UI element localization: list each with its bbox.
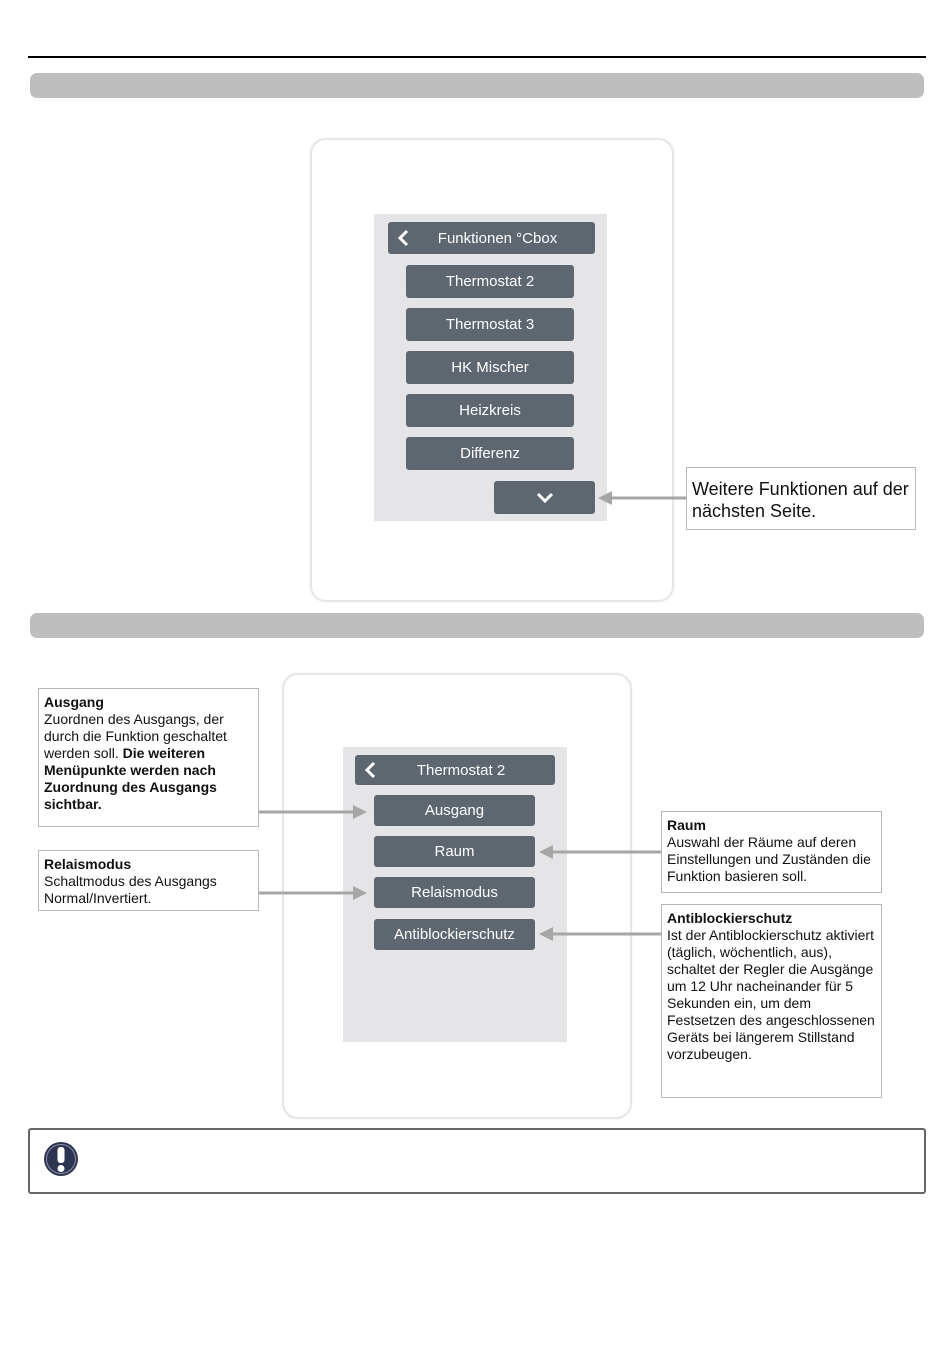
callout-ausgang-text: Zuordnen des Ausgangs, der durch die Funktion geschaltet werden soll. bbox=[44, 711, 227, 761]
menu-button-hk-mischer[interactable]: HK Mischer bbox=[406, 351, 574, 384]
callout-antiblockierschutz bbox=[661, 904, 882, 1098]
exclamation-icon bbox=[42, 1140, 80, 1183]
callout-raum-text: Auswahl der Räume auf deren Einstellungen und Zuständen die Funktion basieren soll. bbox=[667, 834, 871, 884]
menu-button-thermostat-2[interactable]: Thermostat 2 bbox=[406, 265, 574, 298]
menu-button-thermostat-3[interactable]: Thermostat 3 bbox=[406, 308, 574, 341]
screen1-title-bar[interactable] bbox=[388, 222, 595, 254]
top-rule bbox=[28, 56, 926, 58]
callout-ausgang-bold: Die weiteren Menüpunkte werden nach Zuordnung des Ausgangs sichtbar. bbox=[44, 745, 217, 812]
callout-relaismodus-text: Schaltmodus des Ausgangs Normal/Invertiert. bbox=[44, 873, 217, 906]
chevron-left-icon[interactable] bbox=[388, 229, 418, 247]
callout-relaismodus bbox=[38, 850, 259, 911]
menu-button-differenz[interactable]: Differenz bbox=[406, 437, 574, 470]
note-box bbox=[28, 1128, 926, 1194]
screen2-title-bar[interactable] bbox=[355, 755, 555, 785]
arrow-next-callout bbox=[596, 487, 688, 509]
next-page-button[interactable] bbox=[494, 481, 595, 514]
callout-antiblockierschutz-text: Ist der Antiblockierschutz aktiviert (täglich, wöchentlich, aus), schaltet der Regler die Ausgänge um 12 Uhr nacheinander für 5 Sekunden ein, um dem Festsetzen des angeschlossenen Geräts bei längerem Stillstand vorzubeugen. bbox=[667, 927, 875, 1062]
menu-button-relaismodus[interactable]: Relaismodus bbox=[374, 877, 535, 908]
menu-button-antiblockierschutz[interactable]: Antiblockierschutz bbox=[374, 919, 535, 950]
chevron-down-icon bbox=[535, 492, 555, 504]
callout-next-page-text: Weitere Funktionen auf der nächsten Seite. bbox=[692, 479, 909, 521]
chevron-left-icon[interactable] bbox=[355, 761, 385, 779]
menu-button-ausgang[interactable]: Ausgang bbox=[374, 795, 535, 826]
screen1-title: Funktionen °Cbox bbox=[437, 229, 558, 247]
callout-raum-heading: Raum bbox=[667, 817, 706, 833]
callout-relaismodus-heading: Relaismodus bbox=[44, 856, 132, 872]
callout-ausgang bbox=[38, 688, 259, 827]
callout-ausgang-heading: Ausgang bbox=[44, 694, 104, 710]
section-band-2 bbox=[30, 613, 924, 638]
arrow-ausgang bbox=[259, 802, 369, 822]
callout-antiblockierschutz-heading: Antiblockierschutz bbox=[667, 910, 793, 926]
menu-button-heizkreis[interactable]: Heizkreis bbox=[406, 394, 574, 427]
arrow-relaismodus bbox=[259, 883, 369, 903]
section-band-1 bbox=[30, 73, 924, 98]
arrow-antiblockierschutz bbox=[537, 924, 661, 944]
screen2-title: Thermostat 2 bbox=[416, 761, 506, 779]
arrow-raum bbox=[537, 842, 661, 862]
callout-next-page bbox=[686, 467, 916, 530]
menu-button-raum[interactable]: Raum bbox=[374, 836, 535, 867]
callout-raum bbox=[661, 811, 882, 893]
